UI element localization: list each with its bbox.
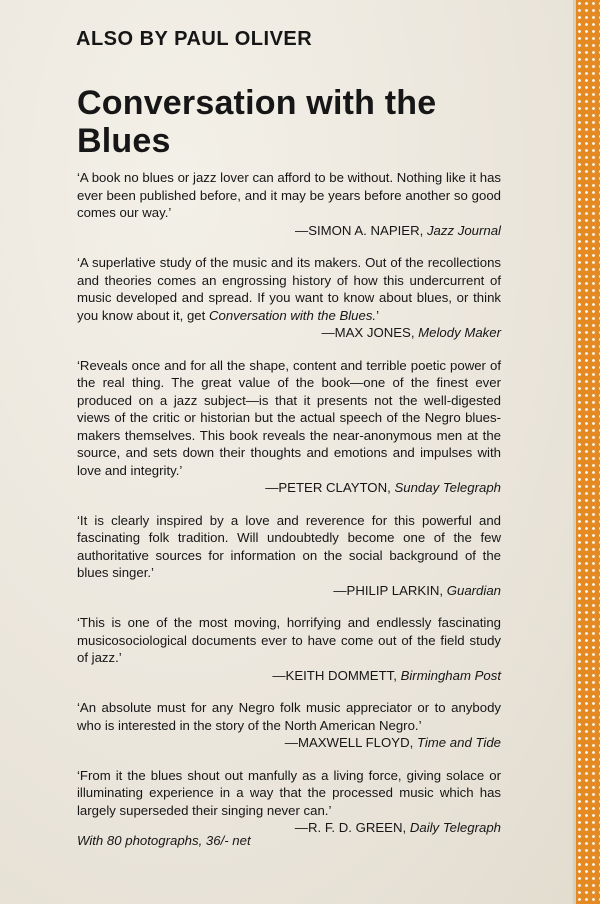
orange-dotted-spine <box>576 0 600 904</box>
review-author: —MAXWELL FLOYD, <box>284 735 414 750</box>
review-author: —R. F. D. GREEN, <box>294 820 407 835</box>
review-publication: Melody Maker <box>418 325 501 340</box>
review-author: —KEITH DOMMETT, <box>272 667 397 683</box>
review-quote: ‘An absolute must for any Negro folk music appreciator or to anybody who is interested in the story of the North American Negro.’ <box>77 700 501 733</box>
review-attribution <box>77 222 501 240</box>
review-item <box>77 614 501 684</box>
review-publication: Birmingham Post <box>400 667 501 683</box>
review-quote: ‘This is one of the most moving, horrifying and endlessly fascinating musicosociological documents ever to have come out of the field study of jazz.’ <box>77 615 501 665</box>
also-by-heading: ALSO BY PAUL OLIVER <box>76 28 313 50</box>
reviews-list <box>77 169 501 852</box>
review-publication: Daily Telegraph <box>409 820 501 835</box>
review-item <box>77 512 501 600</box>
review-author: —MAX JONES, <box>321 325 415 340</box>
review-item <box>77 767 501 837</box>
review-item <box>77 699 501 752</box>
book-title: Conversation with the Blues <box>77 84 437 160</box>
review-publication: Time and Tide <box>416 735 501 750</box>
review-author: —SIMON A. NAPIER, <box>295 222 424 238</box>
review-attribution <box>77 582 501 600</box>
review-publication: Sunday Telegraph <box>394 480 501 495</box>
review-quote: ‘Reveals once and for all the shape, content and terrible poetic power of the real thing. The great value of the book—one of the finest ever produced on a jazz subject—is that it presents not the well-digested views of the critic or historian but the actual speech of the Negro blues-makers themselves. This book reveals the near-anonymous men at the source, and sets down their thoughts and emotions and impulses with love and integrity.’ <box>77 357 501 478</box>
review-attribution <box>77 479 501 497</box>
review-quote: ‘It is clearly inspired by a love and reverence for this powerful and fascinating folk tradition. Will undoubtedly become one of the few authoritative sources for information on the social background of the blues singer.’ <box>77 512 501 580</box>
review-quote: ‘A book no blues or jazz lover can afford to be without. Nothing like it has ever been published before, and it may be years before another so good comes our way.’ <box>77 170 501 220</box>
review-author: —PETER CLAYTON, <box>265 480 391 495</box>
review-attribution <box>77 667 501 685</box>
review-quote: ‘From it the blues shout out manfully as a living force, giving solace or illuminating experience in a way that the processed music which has largely superseded their singing never can.’ <box>77 767 501 818</box>
photographs-price-note: With 80 photographs, 36/- net <box>77 833 251 848</box>
review-publication: Guardian <box>446 582 501 598</box>
review-author: —PHILIP LARKIN, <box>333 582 444 598</box>
review-attribution <box>77 324 501 342</box>
review-item <box>77 357 501 497</box>
review-quote: ‘A superlative study of the music and its makers. Out of the recollections and theories comes an engrossing history of how this undercurrent of music developed and spread. If you want to know about blues, or think you know about it, get Conversation with the Blues.’ <box>77 255 501 323</box>
review-item <box>77 254 501 342</box>
review-attribution <box>77 734 501 752</box>
review-publication: Jazz Journal <box>426 222 501 238</box>
review-item <box>77 169 501 239</box>
